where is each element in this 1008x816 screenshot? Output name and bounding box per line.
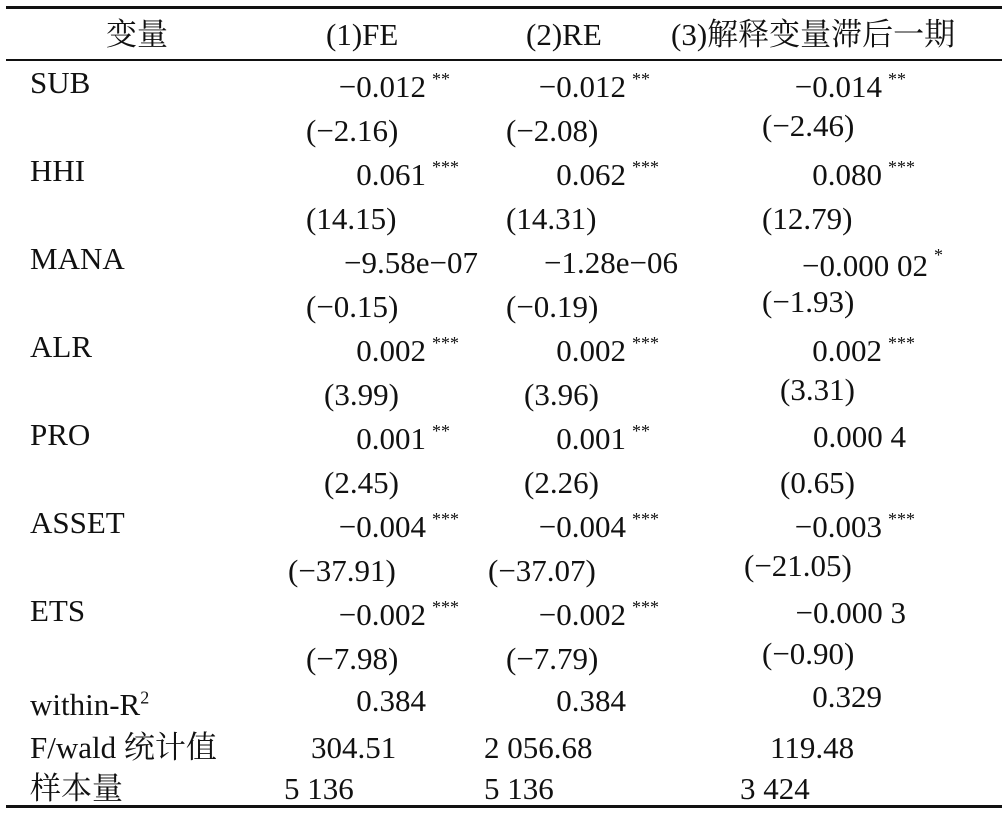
coef-lag: 0.080 bbox=[812, 157, 882, 192]
stat-fe: 304.51 bbox=[311, 730, 397, 765]
header-variable: 变量 bbox=[106, 17, 168, 52]
sig-stars: *** bbox=[632, 333, 659, 353]
tstat-re: (2.26) bbox=[524, 465, 599, 500]
tstat-re: (−7.79) bbox=[506, 641, 599, 676]
tstat-re: (3.96) bbox=[524, 377, 599, 412]
tstat-re: (−0.19) bbox=[506, 289, 599, 324]
table-top-rule bbox=[6, 6, 1002, 9]
coef-re: −0.004 bbox=[538, 509, 626, 544]
sig-stars: ** bbox=[888, 69, 906, 89]
sig-stars: *** bbox=[432, 509, 459, 529]
sig-stars: *** bbox=[632, 157, 659, 177]
tstat-lag: (0.65) bbox=[780, 465, 855, 500]
sig-stars: *** bbox=[432, 333, 459, 353]
tstat-fe: (−7.98) bbox=[306, 641, 399, 676]
coef-fe: 0.061 bbox=[356, 157, 426, 192]
header-lag: (3)解释变量滞后一期 bbox=[671, 17, 956, 52]
table-header-rule bbox=[6, 59, 1002, 61]
coef-lag: −0.000 02 bbox=[802, 248, 928, 283]
coef-fe: 0.002 bbox=[356, 333, 426, 368]
stat-fe: 5 136 bbox=[284, 771, 354, 806]
stat-label-f-wald: F/wald 统计值 bbox=[30, 730, 217, 765]
tstat-lag: (−1.93) bbox=[762, 284, 855, 319]
sig-stars: ** bbox=[432, 421, 450, 441]
tstat-fe: (2.45) bbox=[324, 465, 399, 500]
coef-re: −0.002 bbox=[538, 597, 626, 632]
sig-stars: *** bbox=[432, 157, 459, 177]
sig-stars: *** bbox=[632, 509, 659, 529]
coef-re: 0.001 bbox=[556, 421, 626, 456]
coef-fe: −0.002 bbox=[338, 597, 426, 632]
row-label-alr: ALR bbox=[30, 329, 92, 364]
tstat-lag: (12.79) bbox=[762, 201, 853, 236]
coef-lag: −0.000 3 bbox=[795, 595, 906, 630]
stat-lag: 3 424 bbox=[740, 771, 810, 806]
sig-stars: *** bbox=[632, 597, 659, 617]
row-label-pro: PRO bbox=[30, 417, 91, 452]
row-label-mana: MANA bbox=[30, 241, 125, 276]
tstat-fe: (−37.91) bbox=[288, 553, 396, 588]
coef-lag: −0.014 bbox=[794, 69, 882, 104]
tstat-fe: (14.15) bbox=[306, 201, 397, 236]
tstat-fe: (−0.15) bbox=[306, 289, 399, 324]
tstat-lag: (−2.46) bbox=[762, 108, 855, 143]
stat-fe: 0.384 bbox=[356, 683, 426, 718]
coef-lag: 0.002 bbox=[812, 333, 882, 368]
sig-stars: *** bbox=[432, 597, 459, 617]
coef-lag: 0.000 4 bbox=[813, 419, 906, 454]
sig-stars: *** bbox=[888, 509, 915, 529]
coef-fe: 0.001 bbox=[356, 421, 426, 456]
tstat-lag: (−0.90) bbox=[762, 636, 855, 671]
stat-label-within-r2: within-$R^2$ bbox=[30, 687, 150, 722]
tstat-lag: (−21.05) bbox=[744, 548, 852, 583]
tstat-lag: (3.31) bbox=[780, 372, 855, 407]
sig-stars: *** bbox=[888, 157, 915, 177]
stat-label-sample-size: 样本量 bbox=[30, 771, 123, 806]
stat-lag: 119.48 bbox=[770, 730, 855, 765]
tstat-fe: (3.99) bbox=[324, 377, 399, 412]
sig-stars: *** bbox=[888, 333, 915, 353]
sig-stars: ** bbox=[632, 421, 650, 441]
tstat-re: (14.31) bbox=[506, 201, 597, 236]
coef-re: 0.002 bbox=[556, 333, 626, 368]
tstat-re: (−37.07) bbox=[488, 553, 596, 588]
coef-fe: −0.012 bbox=[338, 69, 426, 104]
stat-lag: 0.329 bbox=[812, 679, 882, 714]
header-re: (2)RE bbox=[526, 17, 602, 52]
row-label-ets: ETS bbox=[30, 593, 86, 628]
row-label-sub: SUB bbox=[30, 65, 91, 100]
coef-fe: −9.58e−07 bbox=[344, 245, 478, 280]
stat-re: 0.384 bbox=[556, 683, 626, 718]
header-fe: (1)FE bbox=[326, 17, 399, 52]
coef-re: −0.012 bbox=[538, 69, 626, 104]
tstat-fe: (−2.16) bbox=[306, 113, 399, 148]
stat-re: 2 056.68 bbox=[484, 730, 593, 765]
coef-re: −1.28e−06 bbox=[544, 245, 678, 280]
coef-lag: −0.003 bbox=[794, 509, 882, 544]
sig-stars: ** bbox=[632, 69, 650, 89]
row-label-hhi: HHI bbox=[30, 153, 86, 188]
sig-stars: ** bbox=[432, 69, 450, 89]
tstat-re: (−2.08) bbox=[506, 113, 599, 148]
coef-re: 0.062 bbox=[556, 157, 626, 192]
stat-re: 5 136 bbox=[484, 771, 554, 806]
coef-fe: −0.004 bbox=[338, 509, 426, 544]
regression-table bbox=[6, 6, 1002, 810]
sig-stars: * bbox=[934, 245, 943, 265]
row-label-asset: ASSET bbox=[30, 505, 125, 540]
